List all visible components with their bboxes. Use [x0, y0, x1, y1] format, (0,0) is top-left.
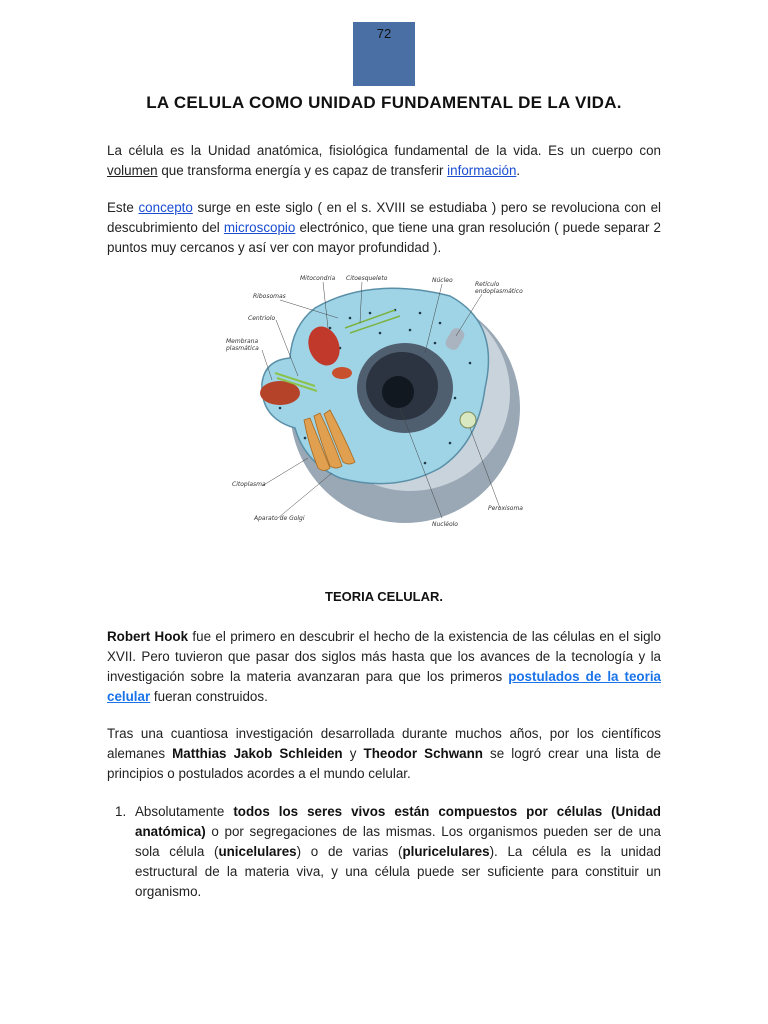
bold-text: pluricelulares: [402, 844, 490, 859]
text: y: [342, 746, 364, 761]
peroxisome: [460, 412, 476, 428]
label-reticulo-1: Retículo: [475, 281, 500, 288]
label-ribosomas: Ribosomas: [253, 293, 286, 300]
cell-diagram: [220, 268, 540, 533]
label-citoesqueleto: Citoesqueleto: [346, 275, 388, 282]
mitochondrion-3: [332, 367, 352, 379]
page-title: LA CELULA COMO UNIDAD FUNDAMENTAL DE LA VIDA.: [146, 93, 622, 112]
text: o por segregaciones de las mismas. Los organismos pueden ser de una sola célula (: [135, 824, 661, 859]
label-reticulo-2: endoplasmático: [475, 288, 523, 295]
text: ). La célula es la unidad estructural de la materia viva, y una célula puede ser suficiente para constituir un organismo.: [135, 844, 661, 899]
paragraph-intro: [107, 141, 661, 181]
list-number: 1.: [115, 804, 127, 819]
paragraph-schleiden-schwann: [107, 724, 661, 784]
section-subtitle: TEORIA CELULAR.: [325, 589, 443, 604]
text: Este: [107, 200, 139, 215]
text: La célula es la Unidad anatómica, fisiológica fundamental de la vida. Es un cuerpo con: [107, 143, 661, 158]
text: fue el primero en descubrir el hecho de la existencia de las células en el siglo XVII. Pero tuvieron que pasar dos siglos más hasta que los avances de la tecnología y la investigación sobre la materia avanzaran para que los primeros: [107, 629, 661, 684]
paragraph-concept: [107, 198, 661, 258]
robert-hook-bold: Robert Hook: [107, 629, 189, 644]
text: electrónico, que tiene una gran resolución ( puede separar 2 puntos muy cercanos y así ver con mayor profundidad ).: [107, 220, 661, 255]
text: Absolutamente: [135, 804, 234, 819]
text: fueran construidos.: [150, 689, 268, 704]
label-nucleo: Núcleo: [432, 277, 453, 284]
page-number-badge: [353, 22, 415, 86]
text: que transforma energía y es capaz de transferir: [157, 163, 448, 178]
informacion-link[interactable]: información: [447, 163, 517, 178]
bold-text: todos los seres vivos están compuestos por células (Unidad anatómica): [135, 804, 661, 839]
schwann-bold: Theodor Schwann: [363, 746, 483, 761]
text: se logró crear una lista de principios o postulados acordes a el mundo celular.: [107, 746, 661, 781]
concepto-link[interactable]: concepto: [138, 200, 193, 215]
schleiden-bold: Matthias Jakob Schleiden: [172, 746, 343, 761]
label-golgi: Aparato de Golgi: [254, 515, 305, 522]
label-citoplasma: Citoplasma: [232, 481, 266, 488]
text: ) o de varias (: [296, 844, 403, 859]
page-number: 72: [376, 26, 392, 41]
volumen-link[interactable]: volumen: [107, 163, 158, 178]
mitochondrion-2: [260, 381, 300, 405]
bold-text: unicelulares: [218, 844, 297, 859]
text: Tras una cuantiosa investigación desarrollada durante muchos años, por los científicos alemanes: [107, 726, 661, 761]
nucleolus: [382, 376, 414, 408]
paragraph-robert-hook: [107, 627, 661, 707]
label-mitocondria: Mitocondria: [300, 275, 336, 282]
label-membrana-1: Membrana: [226, 338, 259, 345]
text: .: [516, 163, 521, 178]
microscopio-link[interactable]: microscopio: [223, 220, 296, 235]
label-nucleolo: Nucléolo: [432, 521, 458, 528]
label-peroxisoma: Peroxisoma: [488, 505, 523, 512]
label-centriolo: Centriolo: [248, 315, 276, 322]
list-text: [135, 802, 661, 902]
postulados-link[interactable]: postulados de la teoria celular: [107, 669, 661, 704]
label-membrana-2: plasmática: [226, 345, 259, 352]
text: surge en este siglo ( en el s. XVIII se estudiaba ) pero se revoluciona con el descubrimiento del: [107, 200, 661, 235]
